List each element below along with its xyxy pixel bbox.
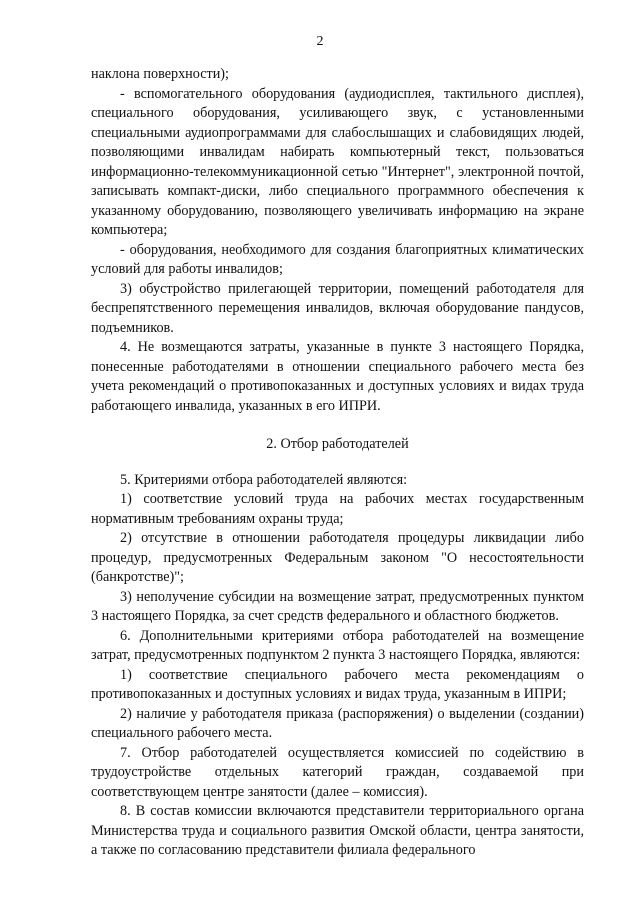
paragraph: - оборудования, необходимого для создания благоприятных климатических условий для работы инвалидов; [91,241,584,277]
paragraph: 8. В состав комиссии включаются представители территориального органа Министерства труда и социального развития Омской области, центра занятости, а также по согласованию представители филиала федерального [91,803,584,858]
paragraph: 1) соответствие условий труда на рабочих местах государственным нормативным требованиям охраны труда; [91,491,584,527]
paragraph: 6. Дополнительными критериями отбора работодателей на возмещение затрат, предусмотренных подпунктом 2 пункта 3 настоящего Порядка, являются: [91,627,584,663]
paragraph: 3) неполучение субсидии на возмещение затрат, предусмотренных пунктом 3 настоящего Порядка, за счет средств федерального и областного бюджетов. [91,588,584,624]
paragraph: - вспомогательного оборудования (аудиодисплея, тактильного дисплея), специального оборудования, усиливающего звук, с установленными специальными аудиопрограммами для слабослышащих и слабовидящих людей, позволяющими инвалидам набирать компьютерный текст, пользоваться информационно-телекоммуникационной сетью "Интернет", электронной почтой, записывать компакт-диски, либо специального программного обеспечения к указанному оборудованию, позволяющего увеличивать информацию на экране компьютера; [91,85,584,238]
paragraph: 2) наличие у работодателя приказа (распоряжения) о выделении (создании) специального рабочего места. [91,705,584,741]
paragraph: 4. Не возмещаются затраты, указанные в пункте 3 настоящего Порядка, понесенные работодателями в отношении специального рабочего места без учета рекомендаций о противопоказанных и доступных условиях и видах труда работающего инвалида, указанных в его ИПРИ. [91,339,584,414]
paragraph: 1) соответствие специального рабочего места рекомендациям о противопоказанных и доступных условиях и видах труда, указанным в ИПРИ; [91,666,584,702]
paragraph: 3) обустройство прилегающей территории, помещений работодателя для беспрепятственного перемещения инвалидов, включая оборудование пандусов, подъемников. [91,280,584,336]
paragraph: наклона поверхности); [91,66,229,82]
page-number: 2 [316,34,324,49]
paragraph: 5. Критериями отбора работодателей являются: [120,471,408,488]
document-body [91,65,584,861]
section-heading: 2. Отбор работодателей [266,436,409,452]
paragraph: 2) отсутствие в отношении работодателя процедуры ликвидации либо процедур, предусмотренных Федеральным законом "О несостоятельности (банкротстве)"; [91,530,584,585]
paragraph: 7. Отбор работодателей осуществляется комиссией по содействию в трудоустройстве отдельных категорий граждан, создаваемой при соответствующем центре занятости (далее – комиссия). [91,744,584,800]
